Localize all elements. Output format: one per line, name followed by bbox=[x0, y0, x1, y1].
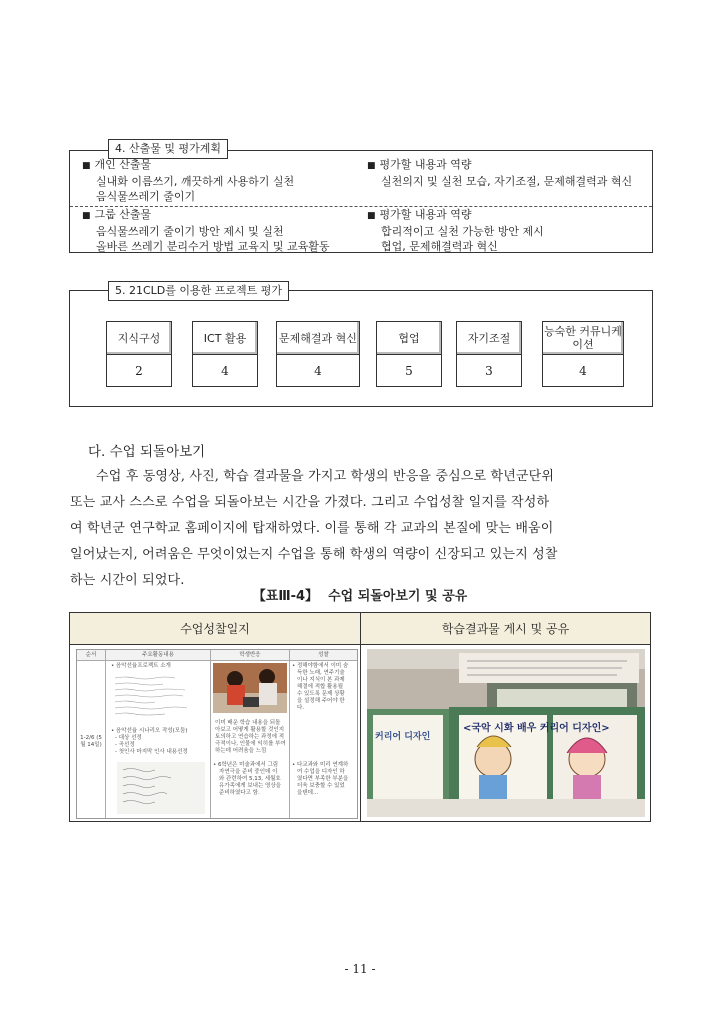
eval-card bbox=[456, 321, 522, 387]
journal-reaction: 이미 배운 학습 내용을 되돌 bbox=[215, 720, 281, 726]
section-heading: 다. 수업 되돌아보기 bbox=[88, 444, 206, 460]
paragraph-line: 수업 후 동영상, 사진, 학습 결과물을 가지고 학생의 반응을 중심으로 학년군단위 bbox=[96, 469, 555, 484]
group-eval-head: 평가할 내용과 역량 bbox=[379, 208, 472, 221]
individual-output-head: 개인 산출물 bbox=[94, 158, 152, 171]
journal-reaction: 유가족에게 보내는 영상을 bbox=[219, 783, 281, 789]
individual-eval-line: 실천의지 및 실천 모습, 자기조절, 문제해결력과 혁신 bbox=[381, 175, 633, 188]
journal-header: 순서 bbox=[77, 650, 106, 661]
section5-title: 5. 21CLD를 이용한 프로젝트 평가 bbox=[108, 281, 289, 301]
eval-value: 4 bbox=[221, 364, 229, 378]
eval-value: 5 bbox=[405, 364, 413, 378]
caption-text: 수업 되돌아보기 및 공유 bbox=[328, 589, 468, 604]
individual-output bbox=[82, 157, 294, 204]
poster-right-title: <국악 시화 배우 커리어 디자인> bbox=[463, 723, 610, 734]
page-number: - 11 - bbox=[344, 962, 376, 976]
group-output-line: 올바른 쓰레기 분리수거 방법 교육지 및 교육활동 bbox=[96, 240, 330, 253]
paragraph-line: 또는 교사 스스로 수업을 되돌아보는 시간을 가졌다. 그리고 수업성찰 일지를 작성하 bbox=[70, 495, 550, 510]
journal-reflection: 수 있도록 문제 상황 bbox=[297, 691, 345, 697]
square-bullet-icon: ■ bbox=[82, 211, 91, 221]
eval-label: ICT 활용 bbox=[193, 322, 257, 355]
eval-label: 문제해결과 혁신 bbox=[277, 322, 359, 355]
journal-reflection: 더욱 보충할 수 있었 bbox=[297, 783, 345, 789]
square-bullet-icon: ■ bbox=[367, 161, 376, 171]
journal-reflection: 다. bbox=[297, 705, 305, 711]
individual-output-line: 음식물쓰레기 줄이기 bbox=[96, 190, 196, 203]
journal-reaction: 극적이나, 인물에 익히를 부여 bbox=[215, 741, 286, 747]
individual-eval-head: 평가할 내용과 역량 bbox=[379, 158, 472, 171]
journal-reaction: 준비하였다고 함. bbox=[219, 790, 260, 796]
individual-eval bbox=[367, 157, 632, 189]
journal-reflection: • 다교과와 미리 연계하 bbox=[292, 762, 349, 768]
eval-label: 협업 bbox=[377, 322, 441, 355]
journal-handwriting-1 bbox=[113, 674, 203, 722]
journal-date: 1-2/6 (5월 14일) bbox=[80, 735, 102, 748]
eval-label: 능숙한 커뮤니케이션 bbox=[543, 322, 623, 355]
paragraph-line: 하는 시간이 되었다. bbox=[70, 573, 185, 588]
square-bullet-icon: ■ bbox=[82, 161, 91, 171]
journal-reflection: 득한 노래, 연주기술 bbox=[297, 670, 345, 676]
group-output bbox=[82, 207, 330, 254]
table-column-divider bbox=[360, 613, 361, 821]
journal-activity: • 음악선율 시나리오 작성(모둠) bbox=[111, 728, 188, 734]
journal-activity: - 첫인사 마지막 인사 내용선정 bbox=[115, 749, 188, 755]
table-header-results: 학습결과물 게시 및 공유 bbox=[361, 613, 650, 645]
group-output-head: 그룹 산출물 bbox=[94, 208, 152, 221]
journal-activity: • 음악선율프로젝트 소개 bbox=[111, 663, 171, 669]
journal-reflection: • 정해야함에서 이미 숨 bbox=[292, 663, 349, 669]
journal-header: 학생반응 bbox=[211, 650, 290, 661]
journal-header: 주요활동내용 bbox=[106, 650, 211, 661]
journal-reaction: • 6학년은 미술과에서 그림 bbox=[213, 762, 279, 768]
eval-value: 4 bbox=[314, 364, 322, 378]
journal-activity: - 대상 선정 bbox=[115, 735, 142, 741]
eval-value: 3 bbox=[485, 364, 493, 378]
eval-label: 자기조절 bbox=[457, 322, 521, 355]
eval-card bbox=[106, 321, 172, 387]
journal-reflection: 을텐데... bbox=[297, 790, 319, 796]
section4-title: 4. 산출물 및 평가계획 bbox=[108, 139, 228, 159]
individual-output-line: 실내화 이름쓰기, 깨끗하게 사용하기 실천 bbox=[96, 175, 295, 188]
journal-header: 성찰 bbox=[290, 650, 357, 661]
journal-reflection: 을 설정해 주어야 한 bbox=[297, 698, 345, 704]
section4-box bbox=[69, 142, 653, 253]
results-display-photo bbox=[367, 649, 645, 817]
table-caption bbox=[0, 585, 720, 604]
group-eval bbox=[367, 207, 544, 254]
reflection-journal-image bbox=[76, 649, 358, 819]
group-eval-line: 합리적이고 실천 가능한 방안 제시 bbox=[381, 225, 544, 238]
reflection-table bbox=[69, 612, 651, 822]
journal-reaction: 와 관련하여 5,13, 세월호 bbox=[219, 776, 281, 782]
journal-handwriting-2 bbox=[117, 762, 205, 814]
eval-value: 2 bbox=[135, 364, 143, 378]
table-header-journal: 수업성찰일지 bbox=[70, 613, 360, 645]
eval-card bbox=[276, 321, 360, 387]
square-bullet-icon: ■ bbox=[367, 211, 376, 221]
eval-card bbox=[192, 321, 258, 387]
journal-reflection: 여 수업을 디자인 하 bbox=[297, 769, 345, 775]
group-eval-line: 협업, 문제해결력과 혁신 bbox=[381, 240, 498, 253]
journal-reaction: 하는데 어려움을 느낌 bbox=[215, 748, 267, 754]
journal-reflection: 이나 지식이 본 과제 bbox=[297, 677, 345, 683]
group-output-line: 음식물쓰레기 줄이기 방안 제시 및 실천 bbox=[96, 225, 284, 238]
eval-label: 지식구성 bbox=[107, 322, 171, 355]
journal-reaction: 아보고 어떻게 활용할 것인지 bbox=[215, 727, 285, 733]
section5-box bbox=[69, 284, 653, 407]
poster-left-title: 커리어 디자인 bbox=[375, 732, 431, 742]
journal-reaction: 자연극을 준비 중인데 이 bbox=[219, 769, 278, 775]
journal-activity: - 곡선정 bbox=[115, 742, 135, 748]
journal-reflection: 였다면 부족한 부분을 bbox=[297, 776, 349, 782]
paragraph-line: 일어났는지, 어려움은 무엇이었는지 수업을 통해 학생의 역량이 신장되고 있는지 성찰 bbox=[70, 547, 558, 562]
journal-reflection: 해결에 적합 활용될 bbox=[297, 684, 344, 690]
caption-label: 【표Ⅲ-4】 bbox=[252, 589, 319, 604]
eval-card bbox=[542, 321, 624, 387]
students-photo bbox=[213, 663, 287, 713]
reflection-paragraph bbox=[70, 464, 652, 594]
eval-value: 4 bbox=[579, 364, 587, 378]
eval-card bbox=[376, 321, 442, 387]
paragraph-line: 여 학년군 연구학교 홈페이지에 탑재하였다. 이를 통해 각 교과의 본질에 맞는 배움이 bbox=[70, 521, 554, 536]
journal-reaction: 토의하고 연습하는 과정에 적 bbox=[215, 734, 285, 740]
